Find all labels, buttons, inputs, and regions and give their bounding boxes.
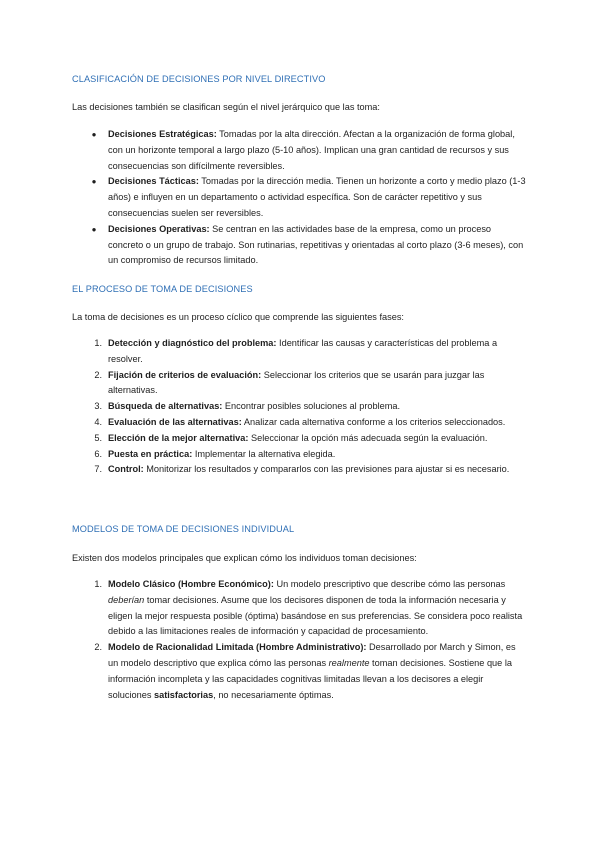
item-number: 2. bbox=[94, 642, 102, 653]
item-text: Analizar cada alternativa conforme a los criterios seleccionados. bbox=[241, 416, 506, 427]
section-title-classification: CLASIFICACIÓN DE DECISIONES POR NIVEL DIRECTIVO bbox=[72, 74, 326, 84]
item-text: Tomadas por la dirección media. Tienen un horizonte a corto y medio plazo (1-3 años) e influyen en un departamento o actividad específica. Son de carácter repetitivo y sus consecuencias suelen ser reversibles. bbox=[108, 176, 526, 218]
item-term: Control: bbox=[108, 464, 144, 475]
list-item bbox=[94, 462, 526, 478]
item-text: tomar decisiones. Asume que los decisores disponen de toda la información necesaria y eligen la mejor respuesta posible (óptima) basándose en sus preferencias. Se considera poco realista debido a las limitaciones reales de información y capacidad de procesamiento. bbox=[108, 594, 523, 637]
list-item bbox=[94, 640, 526, 703]
item-term: Evaluación de las alternativas: bbox=[108, 416, 242, 427]
item-number: 4. bbox=[94, 416, 102, 427]
item-number: 3. bbox=[94, 401, 102, 412]
list-item bbox=[94, 368, 526, 400]
list-item bbox=[91, 127, 526, 174]
item-strong: satisfactorias bbox=[153, 689, 214, 700]
item-term: Modelo de Racionalidad Limitada (Hombre Administrativo): bbox=[108, 642, 367, 653]
section-title-models: MODELOS DE TOMA DE DECISIONES INDIVIDUAL bbox=[72, 524, 295, 534]
item-number: 5. bbox=[94, 432, 102, 443]
item-text: Tomadas por la alta dirección. Afectan a la organización de forma global, con un horizonte temporal a largo plazo (5-10 años). Implican una gran cantidad de recursos y sus consecuencias son difícilmente reversibles. bbox=[108, 129, 515, 171]
item-term: Decisiones Tácticas: bbox=[108, 176, 199, 187]
item-emphasis: realmente bbox=[328, 657, 370, 668]
item-emphasis: deberían bbox=[108, 594, 145, 605]
item-text: , no necesariamente óptimas. bbox=[213, 689, 334, 700]
item-text: Seleccionar la opción más adecuada según la evaluación. bbox=[248, 432, 488, 443]
item-text: Desarrollado por March y Simon, es un modelo descriptivo que explica cómo las personas bbox=[108, 642, 516, 668]
list-item bbox=[94, 336, 526, 368]
item-number: 6. bbox=[94, 448, 102, 459]
section-intro-models: Existen dos modelos principales que explican cómo los individuos toman decisiones: bbox=[72, 553, 417, 563]
process-phases-list bbox=[94, 336, 526, 478]
item-term: Decisiones Operativas: bbox=[108, 223, 210, 234]
item-text: toman decisiones. Sostiene que la información incompleta y las capacidades cognitivas limitadas llevan a los decisores a elegir soluciones bbox=[108, 657, 512, 700]
item-text: Un modelo prescriptivo que describe cómo las personas bbox=[273, 579, 506, 589]
section-intro-process: La toma de decisiones es un proceso cíclico que comprende las siguientes fases: bbox=[72, 312, 404, 322]
bullet-icon: ● bbox=[91, 177, 97, 187]
item-term: Modelo Clásico (Hombre Económico): bbox=[108, 579, 274, 589]
bullet-icon: ● bbox=[91, 224, 97, 234]
item-number: 2. bbox=[94, 369, 102, 380]
item-text: Monitorizar los resultados y compararlos con las previsiones para ajustar si es necesario. bbox=[143, 464, 510, 475]
item-number: 7. bbox=[94, 464, 102, 475]
item-term: Decisiones Estratégicas: bbox=[108, 129, 217, 139]
list-item bbox=[94, 577, 526, 640]
item-term: Elección de la mejor alternativa: bbox=[108, 432, 249, 443]
item-text: Se centran en las actividades base de la empresa, como un proceso concreto o un grupo de trabajo. Son rutinarias, repetitivas y orientadas al corto plazo (3-6 meses), con un compromiso de recursos limitado. bbox=[108, 223, 524, 266]
item-text: Encontrar posibles soluciones al problema. bbox=[222, 401, 401, 412]
item-text: Seleccionar los criterios que se usarán para juzgar las alternativas. bbox=[108, 369, 485, 396]
list-item bbox=[94, 399, 526, 415]
item-term: Búsqueda de alternativas: bbox=[108, 401, 223, 412]
item-term: Detección y diagnóstico del problema: bbox=[108, 338, 277, 348]
list-item bbox=[94, 447, 526, 463]
item-text: Identificar las causas y características del problema a resolver. bbox=[108, 338, 498, 364]
item-number: 1. bbox=[94, 338, 102, 348]
item-text: Implementar la alternativa elegida. bbox=[192, 448, 336, 459]
section-intro-classification: Las decisiones también se clasifican según el nivel jerárquico que las toma: bbox=[72, 102, 380, 112]
list-item bbox=[94, 415, 526, 431]
item-term: Puesta en práctica: bbox=[108, 448, 193, 459]
item-term: Fijación de criterios de evaluación: bbox=[108, 369, 262, 380]
list-item bbox=[94, 431, 526, 447]
decision-levels-list bbox=[91, 127, 526, 269]
list-item bbox=[91, 222, 526, 269]
list-item bbox=[91, 174, 526, 221]
item-number: 1. bbox=[94, 579, 102, 589]
bullet-icon: ● bbox=[91, 130, 97, 139]
section-title-process: EL PROCESO DE TOMA DE DECISIONES bbox=[72, 284, 253, 294]
decision-models-list bbox=[94, 577, 526, 703]
